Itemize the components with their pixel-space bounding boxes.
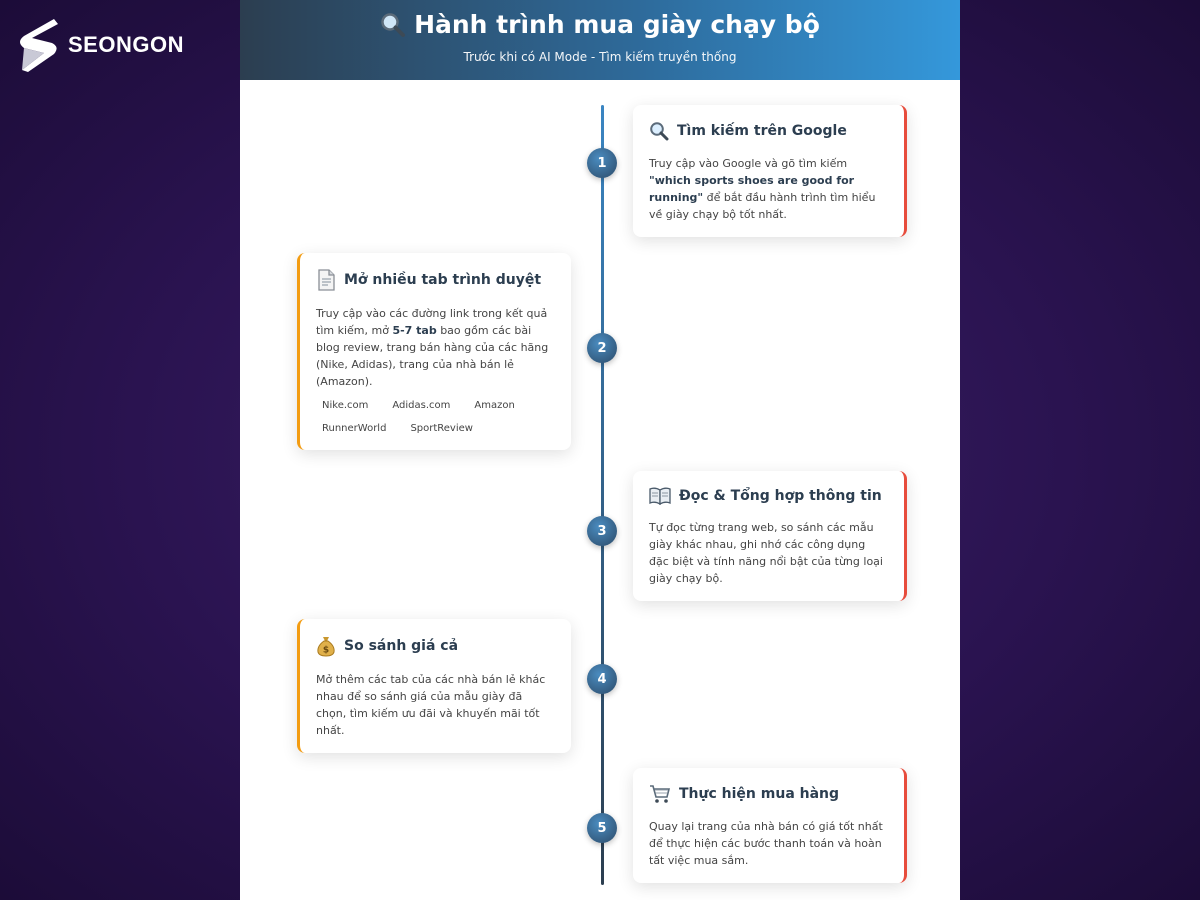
step-2-card	[297, 253, 571, 450]
magnifier-icon	[380, 12, 406, 38]
site-tag: Nike.com	[322, 400, 369, 411]
step-2-title: Mở nhiều tab trình duyệt	[344, 272, 542, 288]
step-1-description: Truy cập vào Google và gõ tìm kiếm "which sports shoes are good for running" để bắt đầu hành trình tìm hiểu về giày chạy bộ tốt nhất.	[649, 157, 876, 221]
step-3-description: Tự đọc từng trang web, so sánh các mẫu giày khác nhau, ghi nhớ các công dụng đặc biệt và tính năng nổi bật của từng loại giày chạy bộ.	[649, 521, 883, 585]
site-tag: SportReview	[410, 423, 473, 434]
step-4-description: Mở thêm các tab của các nhà bán lẻ khác nhau để so sánh giá của mẫu giày đã chọn, tìm kiếm ưu đãi và khuyến mãi tốt nhất.	[316, 673, 546, 737]
page-title-text: Hành trình mua giày chạy bộ	[414, 10, 820, 39]
page-subtitle: Trước khi có AI Mode - Tìm kiếm truyền thống	[463, 49, 737, 64]
step-3-card	[633, 471, 907, 601]
site-tags	[316, 398, 555, 436]
svg-text:$: $	[322, 645, 330, 656]
step-5-card	[633, 768, 907, 883]
brand-name: SEONGON	[68, 32, 184, 57]
document-icon	[316, 269, 336, 291]
money-bag-icon	[316, 635, 336, 657]
timeline-panel	[240, 0, 960, 900]
step-2-description: Truy cập vào các đường link trong kết quả tìm kiếm, mở 5-7 tab bao gồm các bài blog review, trang bán hàng của các hãng (Nike, Adidas), trang của nhà bán lẻ (Amazon).	[316, 307, 549, 388]
magnifier-icon	[649, 121, 669, 141]
step-5-description: Quay lại trang của nhà bán có giá tốt nhất để thực hiện các bước thanh toán và hoàn tất việc mua sắm.	[649, 820, 883, 867]
step-5-title: Thực hiện mua hàng	[679, 786, 840, 802]
site-tag: Adidas.com	[392, 400, 451, 411]
step-4-marker: 4	[587, 664, 617, 694]
seongon-logo	[14, 16, 184, 74]
step-4-card	[297, 619, 571, 753]
step-1-title: Tìm kiếm trên Google	[677, 123, 847, 139]
step-3-marker: 3	[587, 516, 617, 546]
step-4-title: So sánh giá cả	[344, 638, 459, 654]
seongon-logo-icon	[14, 16, 62, 74]
step-1-marker: 1	[587, 148, 617, 178]
timeline-line	[601, 105, 604, 885]
shopping-cart-icon	[649, 784, 671, 804]
step-3-title: Đọc & Tổng hợp thông tin	[679, 488, 882, 504]
page-header	[240, 0, 960, 80]
page-title	[380, 10, 820, 39]
open-book-icon	[649, 487, 671, 505]
step-1-card	[633, 105, 907, 237]
site-tag: RunnerWorld	[322, 423, 387, 434]
step-2-marker: 2	[587, 333, 617, 363]
site-tag: Amazon	[474, 400, 515, 411]
step-5-marker: 5	[587, 813, 617, 843]
